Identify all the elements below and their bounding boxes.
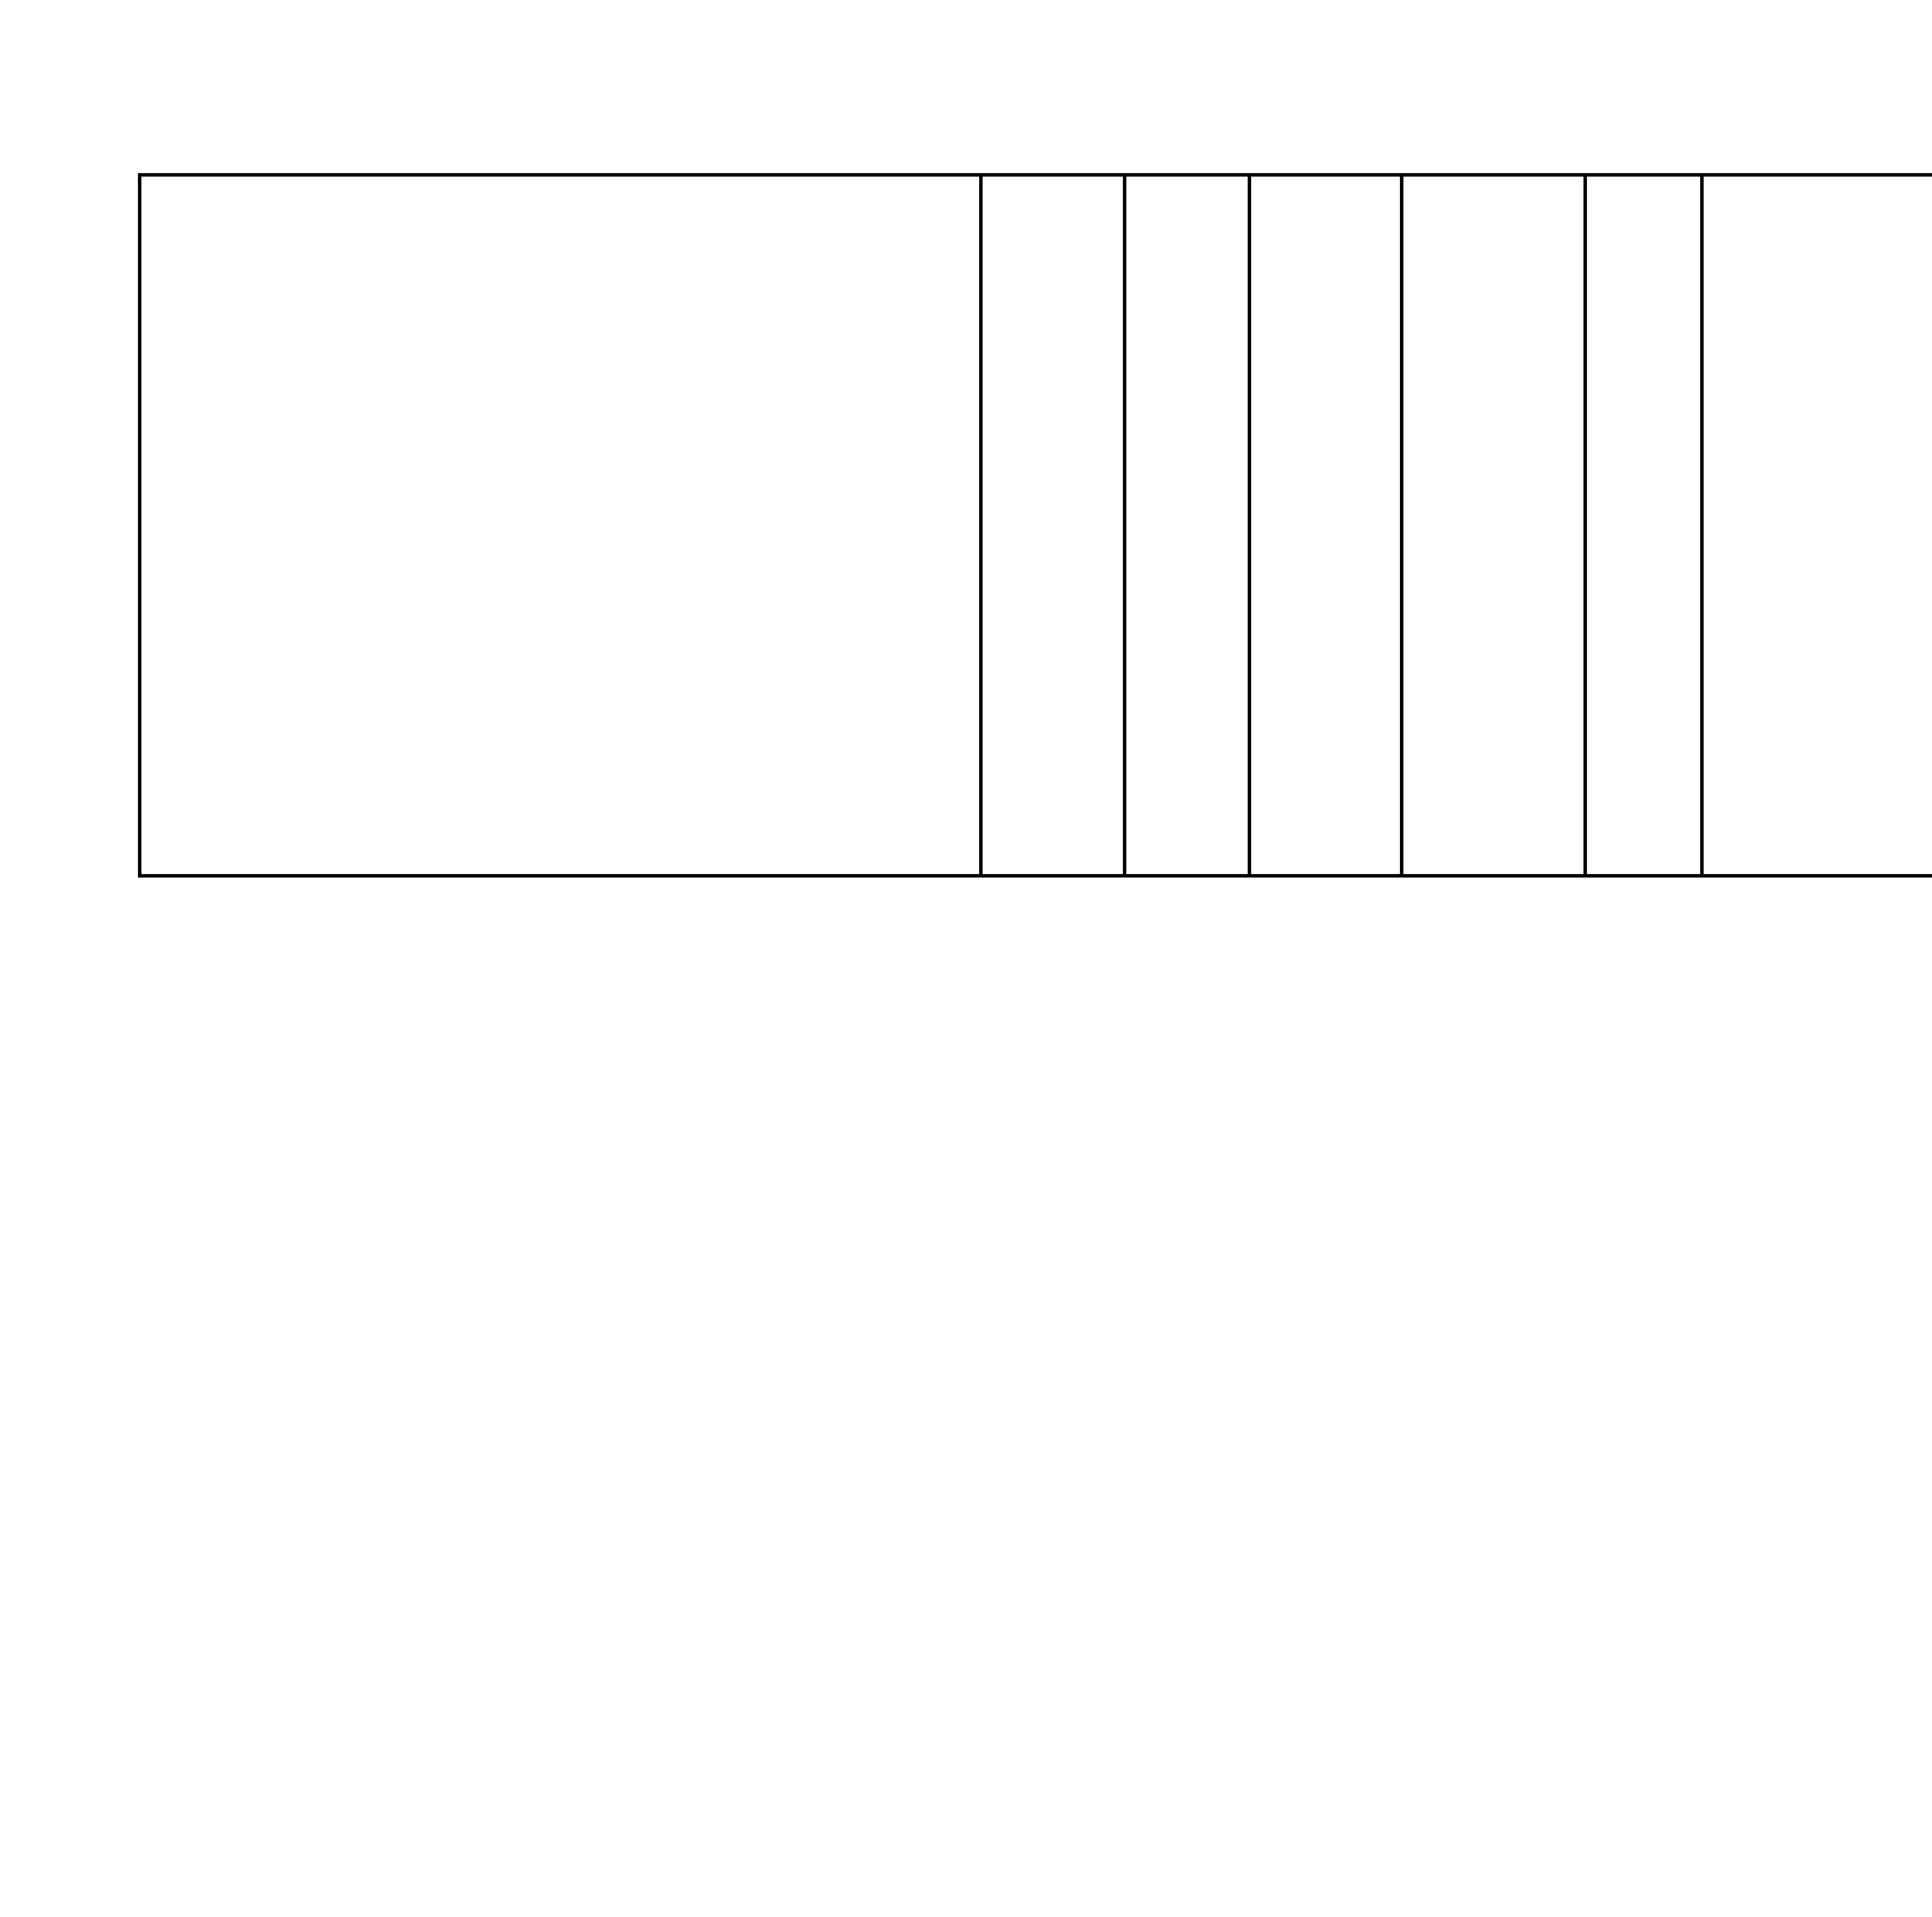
table-row: [140, 175, 1932, 876]
program-code-cell: [981, 175, 1125, 876]
budget-table: [138, 173, 1932, 878]
subprogram-code-cell: [1125, 175, 1250, 876]
expense-code-cell: [1402, 175, 1585, 876]
amount-1-cell: [1702, 175, 1932, 876]
row-description: [140, 175, 981, 876]
direction-code-cell: [1250, 175, 1402, 876]
expense-kind-cell: [1585, 175, 1702, 876]
